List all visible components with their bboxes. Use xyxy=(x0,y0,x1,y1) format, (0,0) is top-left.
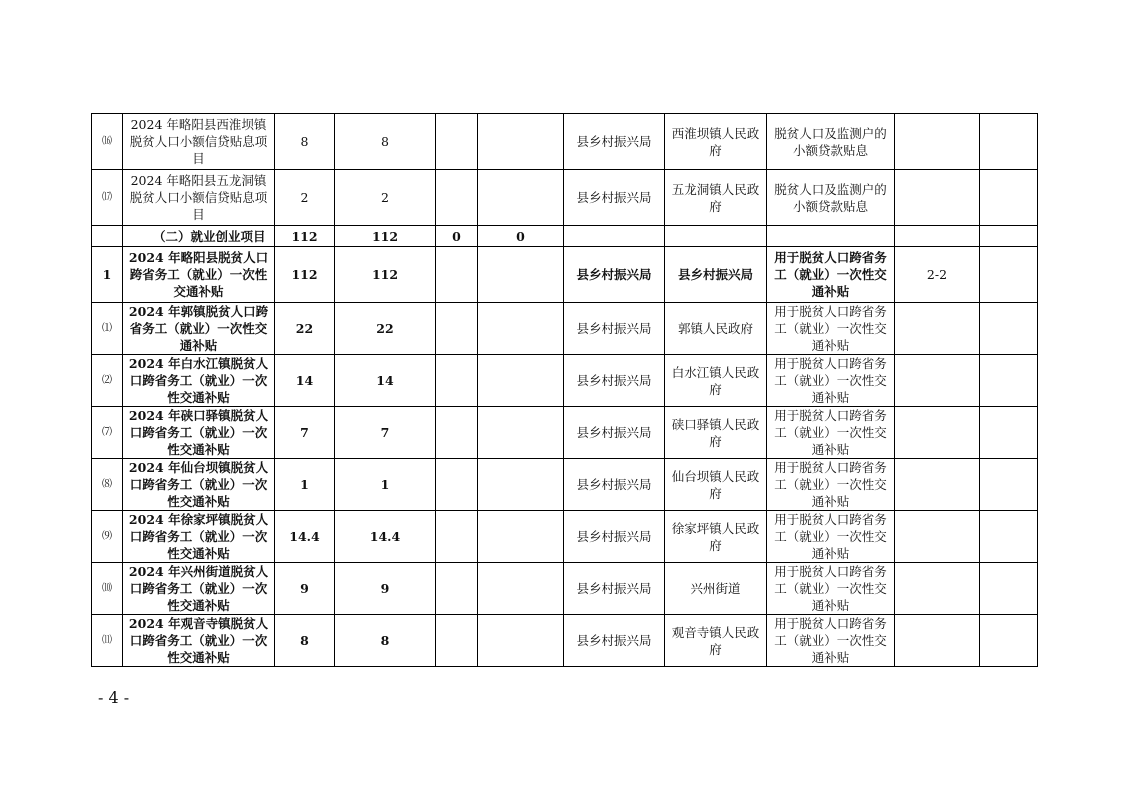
implementing-unit: 仙台坝镇人民政府 xyxy=(665,459,767,511)
fund-use xyxy=(767,226,895,247)
amount-other-2 xyxy=(478,247,564,303)
note-cell xyxy=(895,114,980,170)
responsible-dept: 县乡村振兴局 xyxy=(564,563,665,615)
responsible-dept: 县乡村振兴局 xyxy=(564,459,665,511)
implementing-unit: 观音寺镇人民政府 xyxy=(665,615,767,667)
row-number: ⒄ xyxy=(92,170,123,226)
fund-use: 用于脱贫人口跨省务工（就业）一次性交通补贴 xyxy=(767,407,895,459)
fund-use: 用于脱贫人口跨省务工（就业）一次性交通补贴 xyxy=(767,247,895,303)
amount-fund: 22 xyxy=(335,303,436,355)
implementing-unit xyxy=(665,226,767,247)
note-cell xyxy=(895,459,980,511)
amount-other-1 xyxy=(436,247,478,303)
amount-fund: 2 xyxy=(335,170,436,226)
row-number: ⑵ xyxy=(92,355,123,407)
extra-cell xyxy=(980,407,1038,459)
table-row xyxy=(92,459,1038,511)
responsible-dept: 县乡村振兴局 xyxy=(564,170,665,226)
amount-other-1 xyxy=(436,407,478,459)
amount-other-2 xyxy=(478,563,564,615)
extra-cell xyxy=(980,114,1038,170)
note-cell: 2-2 xyxy=(895,247,980,303)
section-title: （二）就业创业项目 xyxy=(123,226,275,247)
responsible-dept: 县乡村振兴局 xyxy=(564,114,665,170)
project-name: 2024 年观音寺镇脱贫人口跨省务工（就业）一次性交通补贴 xyxy=(123,615,275,667)
extra-cell xyxy=(980,247,1038,303)
responsible-dept: 县乡村振兴局 xyxy=(564,247,665,303)
row-number: ⑴ xyxy=(92,303,123,355)
amount-other-2 xyxy=(478,303,564,355)
row-number: ⑼ xyxy=(92,511,123,563)
amount-other-1 xyxy=(436,459,478,511)
amount-other-1 xyxy=(436,615,478,667)
project-table xyxy=(91,113,1038,667)
note-cell xyxy=(895,355,980,407)
amount-other-2 xyxy=(478,355,564,407)
extra-cell xyxy=(980,170,1038,226)
table-row xyxy=(92,303,1038,355)
amount-other-1: 0 xyxy=(436,226,478,247)
amount-other-2 xyxy=(478,511,564,563)
amount-total: 112 xyxy=(275,247,335,303)
page-number: - 4 - xyxy=(98,688,130,707)
project-name: 2024 年略阳县西淮坝镇脱贫人口小额信贷贴息项目 xyxy=(123,114,275,170)
amount-fund: 112 xyxy=(335,247,436,303)
implementing-unit: 县乡村振兴局 xyxy=(665,247,767,303)
row-number: ⑾ xyxy=(92,615,123,667)
amount-other-1 xyxy=(436,511,478,563)
amount-total: 14.4 xyxy=(275,511,335,563)
amount-other-2 xyxy=(478,114,564,170)
note-cell xyxy=(895,563,980,615)
fund-use: 用于脱贫人口跨省务工（就业）一次性交通补贴 xyxy=(767,303,895,355)
amount-other-1 xyxy=(436,114,478,170)
project-name: 2024 年郭镇脱贫人口跨省务工（就业）一次性交通补贴 xyxy=(123,303,275,355)
amount-total: 2 xyxy=(275,170,335,226)
extra-cell xyxy=(980,226,1038,247)
amount-other-2: 0 xyxy=(478,226,564,247)
table-row xyxy=(92,563,1038,615)
amount-fund: 8 xyxy=(335,615,436,667)
responsible-dept xyxy=(564,226,665,247)
amount-other-1 xyxy=(436,303,478,355)
fund-use: 用于脱贫人口跨省务工（就业）一次性交通补贴 xyxy=(767,459,895,511)
row-number: 1 xyxy=(92,247,123,303)
fund-use: 脱贫人口及监测户的小额贷款贴息 xyxy=(767,170,895,226)
extra-cell xyxy=(980,459,1038,511)
note-cell xyxy=(895,615,980,667)
amount-total: 14 xyxy=(275,355,335,407)
implementing-unit: 白水江镇人民政府 xyxy=(665,355,767,407)
implementing-unit: 兴州街道 xyxy=(665,563,767,615)
amount-total: 112 xyxy=(275,226,335,247)
project-name: 2024 年徐家坪镇脱贫人口跨省务工（就业）一次性交通补贴 xyxy=(123,511,275,563)
table-row xyxy=(92,615,1038,667)
amount-total: 8 xyxy=(275,114,335,170)
project-name: 2024 年硖口驿镇脱贫人口跨省务工（就业）一次性交通补贴 xyxy=(123,407,275,459)
responsible-dept: 县乡村振兴局 xyxy=(564,355,665,407)
amount-fund: 7 xyxy=(335,407,436,459)
project-name: 2024 年仙台坝镇脱贫人口跨省务工（就业）一次性交通补贴 xyxy=(123,459,275,511)
amount-total: 1 xyxy=(275,459,335,511)
project-name: 2024 年白水江镇脱贫人口跨省务工（就业）一次性交通补贴 xyxy=(123,355,275,407)
fund-use: 用于脱贫人口跨省务工（就业）一次性交通补贴 xyxy=(767,355,895,407)
fund-use: 用于脱贫人口跨省务工（就业）一次性交通补贴 xyxy=(767,511,895,563)
amount-total: 22 xyxy=(275,303,335,355)
table-row xyxy=(92,407,1038,459)
implementing-unit: 徐家坪镇人民政府 xyxy=(665,511,767,563)
amount-fund: 9 xyxy=(335,563,436,615)
amount-total: 7 xyxy=(275,407,335,459)
extra-cell xyxy=(980,355,1038,407)
extra-cell xyxy=(980,303,1038,355)
amount-total: 9 xyxy=(275,563,335,615)
project-name: 2024 年略阳县脱贫人口跨省务工（就业）一次性交通补贴 xyxy=(123,247,275,303)
note-cell xyxy=(895,407,980,459)
row-number: ⑽ xyxy=(92,563,123,615)
responsible-dept: 县乡村振兴局 xyxy=(564,511,665,563)
row-number xyxy=(92,226,123,247)
implementing-unit: 郭镇人民政府 xyxy=(665,303,767,355)
table-row xyxy=(92,170,1038,226)
project-name: 2024 年兴州街道脱贫人口跨省务工（就业）一次性交通补贴 xyxy=(123,563,275,615)
project-name: 2024 年略阳县五龙洞镇脱贫人口小额信贷贴息项目 xyxy=(123,170,275,226)
responsible-dept: 县乡村振兴局 xyxy=(564,615,665,667)
amount-fund: 14 xyxy=(335,355,436,407)
note-cell xyxy=(895,511,980,563)
row-number: ⑻ xyxy=(92,459,123,511)
note-cell xyxy=(895,303,980,355)
extra-cell xyxy=(980,563,1038,615)
implementing-unit: 五龙洞镇人民政府 xyxy=(665,170,767,226)
note-cell xyxy=(895,226,980,247)
amount-other-1 xyxy=(436,355,478,407)
extra-cell xyxy=(980,511,1038,563)
amount-other-2 xyxy=(478,170,564,226)
implementing-unit: 西淮坝镇人民政府 xyxy=(665,114,767,170)
amount-total: 8 xyxy=(275,615,335,667)
row-number: ⑺ xyxy=(92,407,123,459)
responsible-dept: 县乡村振兴局 xyxy=(564,303,665,355)
amount-other-2 xyxy=(478,407,564,459)
fund-use: 脱贫人口及监测户的小额贷款贴息 xyxy=(767,114,895,170)
amount-fund: 14.4 xyxy=(335,511,436,563)
row-number: ⒃ xyxy=(92,114,123,170)
table-row xyxy=(92,511,1038,563)
section-row xyxy=(92,226,1038,247)
amount-fund: 112 xyxy=(335,226,436,247)
implementing-unit: 硖口驿镇人民政府 xyxy=(665,407,767,459)
amount-fund: 1 xyxy=(335,459,436,511)
fund-use: 用于脱贫人口跨省务工（就业）一次性交通补贴 xyxy=(767,615,895,667)
responsible-dept: 县乡村振兴局 xyxy=(564,407,665,459)
amount-fund: 8 xyxy=(335,114,436,170)
table-row xyxy=(92,355,1038,407)
amount-other-1 xyxy=(436,170,478,226)
amount-other-1 xyxy=(436,563,478,615)
table-row xyxy=(92,114,1038,170)
note-cell xyxy=(895,170,980,226)
amount-other-2 xyxy=(478,615,564,667)
table-row xyxy=(92,247,1038,303)
extra-cell xyxy=(980,615,1038,667)
fund-use: 用于脱贫人口跨省务工（就业）一次性交通补贴 xyxy=(767,563,895,615)
amount-other-2 xyxy=(478,459,564,511)
